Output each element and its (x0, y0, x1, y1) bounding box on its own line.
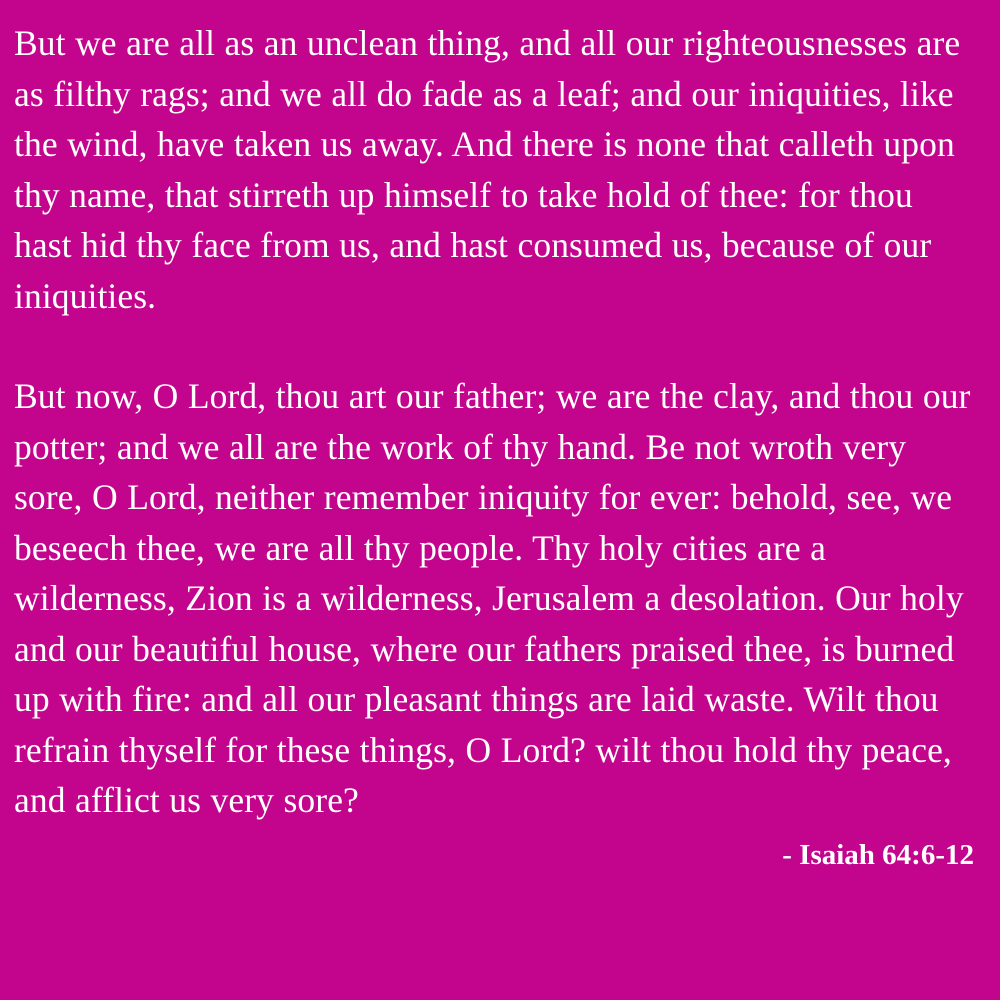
verse-attribution: - Isaiah 64:6-12 (782, 838, 974, 871)
verse-paragraph-2: But now, O Lord, thou art our father; we are the clay, and thou our potter; and we all are the work of thy hand. Be not wroth very sore, O Lord, neither remember iniquity for ever: behold, see, we beseech thee, we are all thy people. Thy holy cities are a wilderness, Zion is a wilderness, Jerusalem a desolation. Our holy and our beautiful house, where our fathers praised thee, is burned up with fire: and all our pleasant things are laid waste. Wilt thou refrain thyself for these things, O Lord? wilt thou hold thy peace, and afflict us very sore? (14, 376, 971, 820)
verse-text-block (14, 18, 978, 826)
verse-paragraph-1: But we are all as an unclean thing, and all our righteousnesses are as filthy rags; and we all do fade as a leaf; and our iniquities, like the wind, have taken us away. And there is none that calleth upon thy name, that stirreth up himself to take hold of thee: for thou hast hid thy face from us, and hast consumed us, because of our iniquities. (14, 23, 961, 316)
paragraph-spacer (14, 321, 978, 371)
